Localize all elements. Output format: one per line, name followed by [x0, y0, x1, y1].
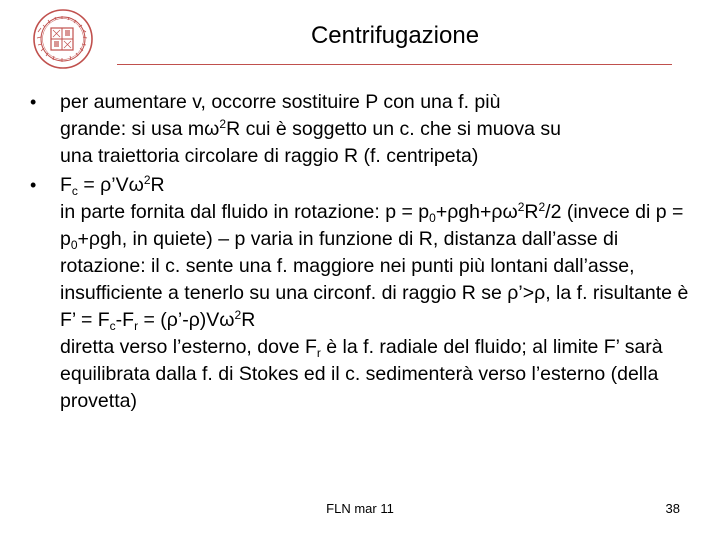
bullet-item	[30, 172, 700, 415]
text-run: -F	[115, 309, 135, 331]
university-seal-logo	[25, 8, 101, 70]
text-run: /2 (invece di p = p	[60, 201, 684, 250]
subscript: 0	[70, 238, 78, 252]
subscript: r	[316, 346, 321, 360]
footer-label: FLN mar 11	[326, 501, 394, 516]
paragraph-pressure	[60, 199, 700, 307]
superscript: 2	[538, 200, 546, 214]
formula-fc	[60, 172, 700, 199]
text-run: diretta verso l’esterno, dove F	[60, 336, 317, 358]
text-run: F	[60, 174, 72, 196]
text-run: = ρ’Vω	[77, 174, 144, 196]
superscript: 2	[219, 117, 227, 131]
text-run: F’ = F	[60, 309, 110, 331]
text-run: +ρgh, in quiete) – p varia in funzione di R, distanza dall’asse di rotazione: il c. sente una f. maggiore nei punti più lontani dall’asse, insufficiente a tenerlo su una circonf. di raggio R se ρ’>ρ, la f. risultante è	[60, 228, 689, 304]
superscript: 2	[517, 200, 525, 214]
subscript: 0	[429, 211, 436, 225]
slide-body	[30, 89, 700, 415]
superscript: 2	[143, 173, 151, 187]
subscript: r	[134, 319, 139, 333]
text-run: +ρgh+ρω	[435, 201, 518, 223]
bullet-item	[30, 89, 700, 170]
slide-title: Centrifugazione	[310, 22, 480, 49]
formula-resultant	[60, 307, 700, 334]
subscript: c	[109, 319, 116, 333]
text-line: una traiettoria circolare di raggio R (f. centripeta)	[60, 145, 479, 167]
bullet-marker: •	[30, 92, 37, 112]
university-seal-icon	[25, 8, 101, 70]
page-number: 38	[665, 501, 680, 516]
text-run: R	[241, 309, 256, 331]
text-run: R	[150, 174, 165, 196]
text-run: grande: si usa mω	[60, 118, 220, 140]
text-run: è la f. radiale del fluido; al limite F’ sarà equilibrata dalla f. di Stokes ed il c. sedimenterà verso l’esterno (della provetta)	[60, 336, 663, 412]
bullet-marker: •	[30, 175, 37, 195]
text-line: per aumentare v, occorre sostituire P con una f. più	[60, 91, 501, 113]
paragraph-direction	[60, 334, 700, 415]
text-run: = (ρ’-ρ)Vω	[138, 309, 235, 331]
title-divider	[117, 64, 672, 65]
subscript: c	[71, 184, 78, 198]
superscript: 2	[234, 308, 242, 322]
text-run: in parte fornita dal fluido in rotazione: p = p	[60, 201, 430, 223]
text-run: R cui è soggetto un c. che si muova su	[226, 118, 562, 140]
text-run: R	[524, 201, 539, 223]
bullet-text	[60, 89, 700, 170]
